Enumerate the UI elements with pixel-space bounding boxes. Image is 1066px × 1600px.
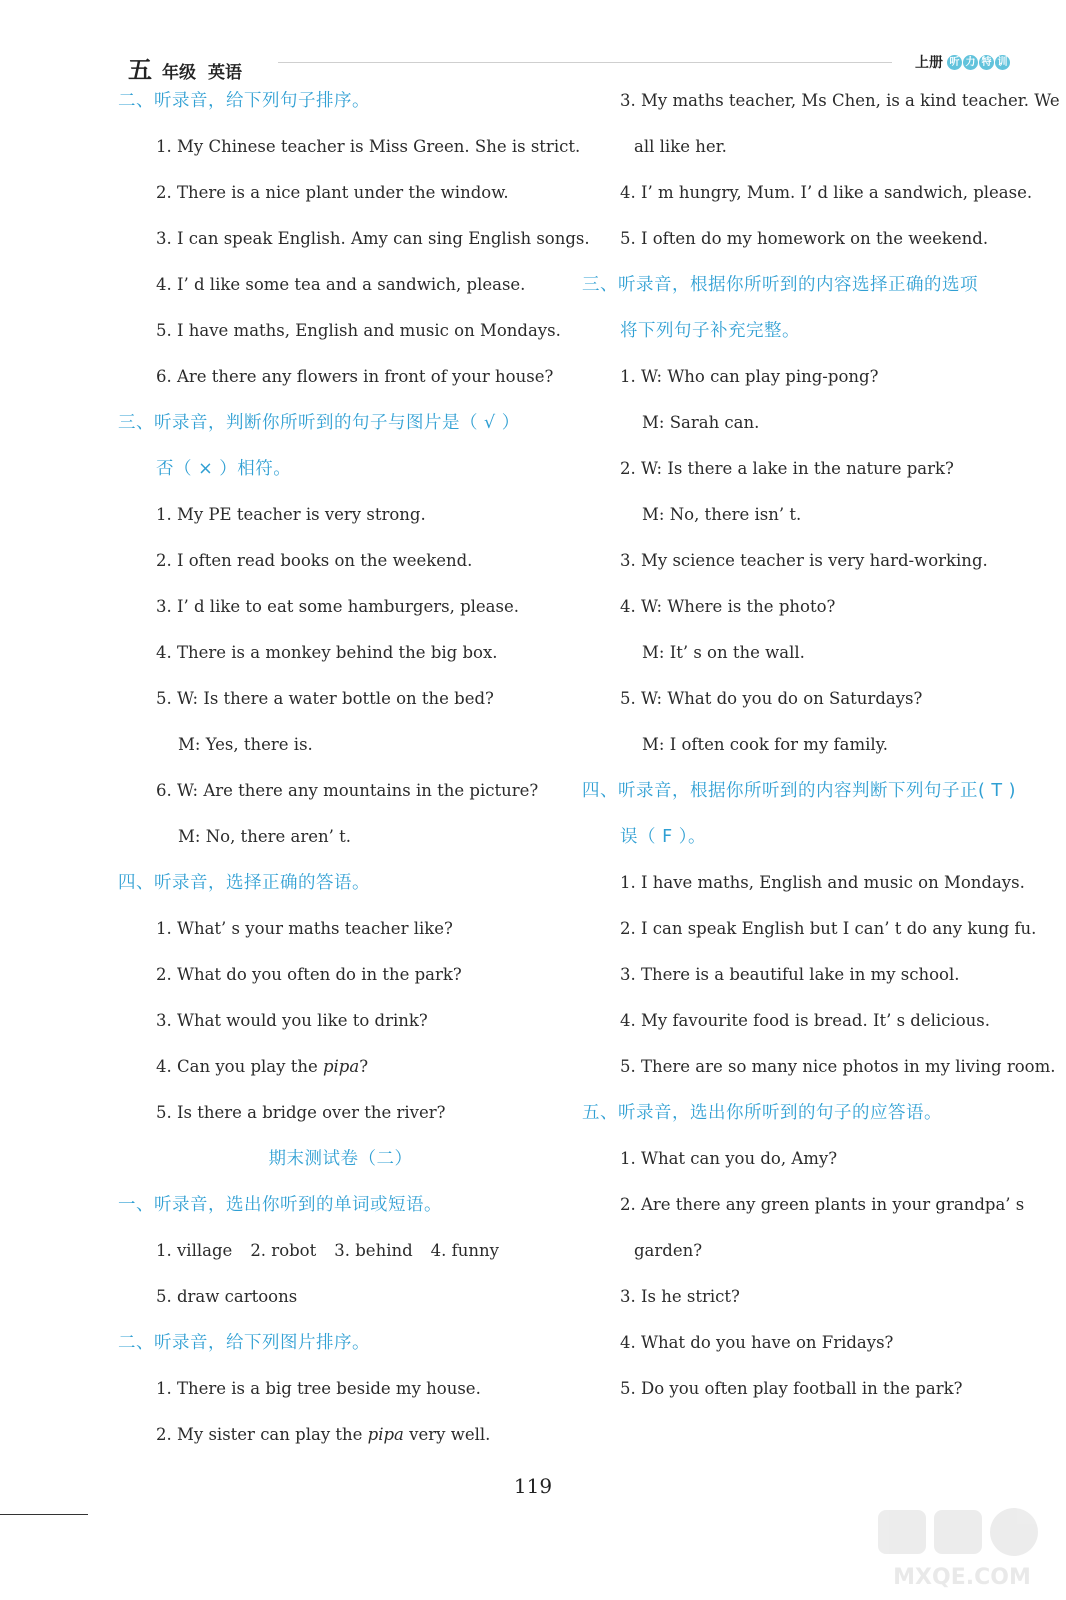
item-text: 2. My sister can play the — [156, 1425, 368, 1444]
list-item: 3. What would you like to drink? — [156, 1011, 428, 1030]
section-heading: 五、听录音，选出你所听到的句子的应答语。 — [582, 1103, 942, 1123]
list-item: 1. There is a big tree beside my house. — [156, 1379, 481, 1398]
watermark-logo — [872, 1504, 1052, 1592]
page-header — [128, 50, 1010, 86]
list-item: 5. Do you often play football in the park? — [620, 1379, 963, 1398]
list-item: 4. W: Where is the photo? — [620, 597, 836, 616]
grade-suffix: 年级 — [162, 63, 196, 83]
list-item-cont: garden? — [634, 1241, 703, 1260]
word-row — [118, 1236, 563, 1282]
list-item: 3. I can speak English. Amy can sing English songs. — [156, 229, 590, 248]
list-item: 1. What’ s your maths teacher like? — [156, 919, 453, 938]
subject: 英语 — [208, 63, 242, 83]
list-item: 5. W: Is there a water bottle on the bed? — [156, 689, 494, 708]
list-item: 2. I often read books on the weekend. — [156, 551, 473, 570]
list-item-answer: M: Sarah can. — [642, 413, 760, 432]
section-heading: 二、听录音，给下列图片排序。 — [118, 1333, 370, 1353]
item-text: 4. Can you play the — [156, 1057, 323, 1076]
volume-label: 上册 — [915, 55, 943, 71]
list-item-answer: M: No, there isn’ t. — [642, 505, 802, 524]
list-item: 1. My Chinese teacher is Miss Green. She is strict. — [156, 137, 581, 156]
list-item: 3. There is a beautiful lake in my school. — [620, 965, 960, 984]
word-option: 4. funny — [430, 1241, 499, 1260]
list-item: 3. My maths teacher, Ms Chen, is a kind teacher. We — [620, 91, 1060, 110]
list-item: 4. What do you have on Fridays? — [620, 1333, 894, 1352]
list-item: 3. Is he strict? — [620, 1287, 740, 1306]
header-title — [128, 50, 254, 85]
item-text: very well. — [403, 1425, 491, 1444]
word-option: 2. robot — [250, 1241, 317, 1260]
left-column — [118, 86, 590, 1466]
list-item: 5. There are so many nice photos in my living room. — [620, 1057, 1056, 1076]
list-item: 2. There is a nice plant under the window. — [156, 183, 509, 202]
right-column — [582, 86, 1060, 1420]
word-option: 5. draw cartoons — [156, 1287, 298, 1306]
list-item-answer: M: Yes, there is. — [178, 735, 313, 754]
section-heading-cont: 误（ F ）。 — [620, 827, 706, 847]
series-badge — [947, 55, 1010, 70]
header-volume — [915, 52, 1010, 72]
list-item: 4. My favourite food is bread. It’ s delicious. — [620, 1011, 990, 1030]
list-item: 5. I have maths, English and music on Mondays. — [156, 321, 561, 340]
badge-char: 训 — [995, 55, 1010, 70]
exam-title: 期末测试卷（二） — [268, 1149, 413, 1169]
section-heading: 三、听录音，根据你所听到的内容选择正确的选项 — [582, 275, 978, 295]
svg-text:MXQE.COM: MXQE.COM — [893, 1565, 1031, 1590]
italic-word: pipa — [367, 1425, 404, 1444]
list-item: 5. W: What do you do on Saturdays? — [620, 689, 923, 708]
list-item-answer: M: I often cook for my family. — [642, 735, 889, 754]
list-item: 4. I’ d like some tea and a sandwich, please. — [156, 275, 526, 294]
list-item: 2. W: Is there a lake in the nature park? — [620, 459, 954, 478]
list-item: 1. W: Who can play ping-pong? — [620, 367, 879, 386]
list-item: 4. I’ m hungry, Mum. I’ d like a sandwich, please. — [620, 183, 1033, 202]
italic-word: pipa — [322, 1057, 360, 1076]
footer-rule — [0, 1514, 88, 1515]
list-item: 6. Are there any flowers in front of your house? — [156, 367, 554, 386]
section-heading-cont: 否（ × ）相符。 — [156, 459, 292, 479]
item-text: ? — [359, 1057, 369, 1076]
list-item: 2. What do you often do in the park? — [156, 965, 462, 984]
list-item: 1. What can you do, Amy? — [620, 1149, 838, 1168]
word-option: 1. village — [156, 1241, 233, 1260]
list-item: 1. My PE teacher is very strong. — [156, 505, 426, 524]
section-heading: 四、听录音，根据你所听到的内容判断下列句子正( T ) — [582, 781, 1016, 801]
list-item: 2. I can speak English but I can’ t do any kung fu. — [620, 919, 1037, 938]
section-heading: 三、听录音，判断你所听到的句子与图片是（ √ ） — [118, 413, 520, 433]
list-item: 5. I often do my homework on the weekend. — [620, 229, 989, 248]
list-item: 4. There is a monkey behind the big box. — [156, 643, 498, 662]
list-item: 3. My science teacher is very hard-working. — [620, 551, 988, 570]
section-heading: 一、听录音，选出你听到的单词或短语。 — [118, 1195, 442, 1215]
badge-char: 力 — [963, 55, 978, 70]
word-option: 3. behind — [334, 1241, 413, 1260]
grade: 五 — [128, 56, 152, 84]
list-item: 2. Are there any green plants in your grandpa’ s — [620, 1195, 1025, 1214]
section-heading: 四、听录音，选择正确的答语。 — [118, 873, 370, 893]
list-item: 5. Is there a bridge over the river? — [156, 1103, 446, 1122]
list-item: 6. W: Are there any mountains in the picture? — [156, 781, 539, 800]
list-item: 1. I have maths, English and music on Mondays. — [620, 873, 1025, 892]
page-number: 119 — [513, 1474, 553, 1498]
list-item: 3. I’ d like to eat some hamburgers, please. — [156, 597, 519, 616]
list-item-answer: M: No, there aren’ t. — [178, 827, 351, 846]
badge-char: 特 — [979, 55, 994, 70]
header-rule — [278, 62, 892, 63]
list-item-answer: M: It’ s on the wall. — [642, 643, 805, 662]
list-item — [118, 1052, 563, 1098]
badge-char: 听 — [947, 55, 962, 70]
list-item-cont: all like her. — [634, 137, 727, 156]
list-item — [118, 1420, 563, 1466]
section-heading: 二、听录音，给下列句子排序。 — [118, 91, 370, 111]
section-heading-cont: 将下列句子补充完整。 — [620, 321, 800, 341]
